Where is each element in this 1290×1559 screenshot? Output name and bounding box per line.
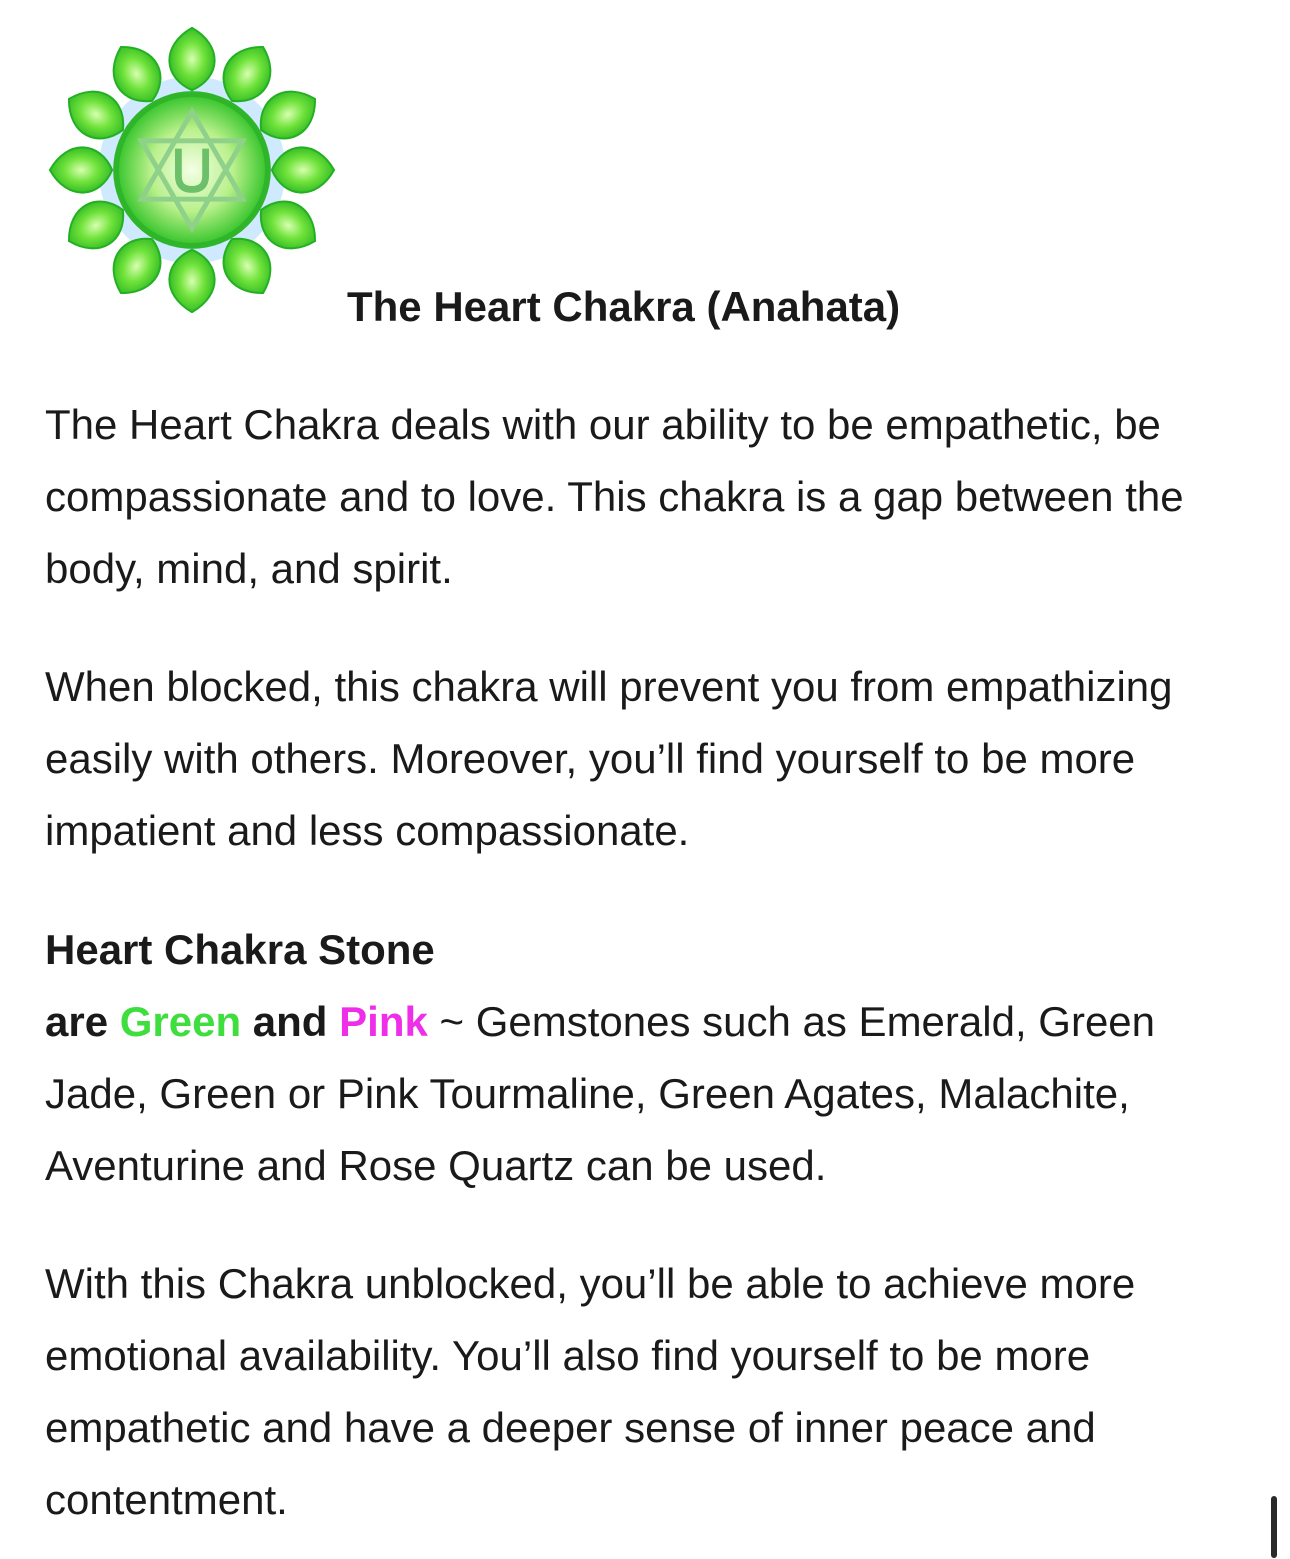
scroll-indicator[interactable] [1271,1496,1277,1558]
stone-description: ~ Gemstones such as Emerald, Green Jade, Green or Pink Tourmaline, Green Agates, Malachite, Aventurine and Rose Quartz can be used. [45,998,1156,1189]
chakra-center-disc [116,94,268,246]
page-title: The Heart Chakra (Anahata) [347,283,901,330]
green-color-word: Green [119,998,242,1045]
chakra-lotus-graphic [44,24,340,316]
blocked-paragraph: When blocked, this chakra will prevent you from empathizing easily with others. Moreover, you’ll find yourself to be more impatient and less compassionate. [45,663,1173,854]
stone-paragraph [45,986,1265,1202]
stone-heading: Heart Chakra Stone [45,926,435,973]
unblocked-paragraph: With this Chakra unblocked, you’ll be able to achieve more emotional availability. You’ll also find yourself to be more empathetic and have a deeper sense of inner peace and contentment. [45,1260,1136,1523]
stone-are-word: are [45,998,109,1045]
stone-and-word: and [252,998,328,1045]
pink-color-word: Pink [339,998,428,1045]
heart-chakra-symbol-icon [44,24,340,316]
intro-paragraph: The Heart Chakra deals with our ability to be empathetic, be compassionate and to love. This chakra is a gap between the body, mind, and spirit. [45,401,1184,592]
